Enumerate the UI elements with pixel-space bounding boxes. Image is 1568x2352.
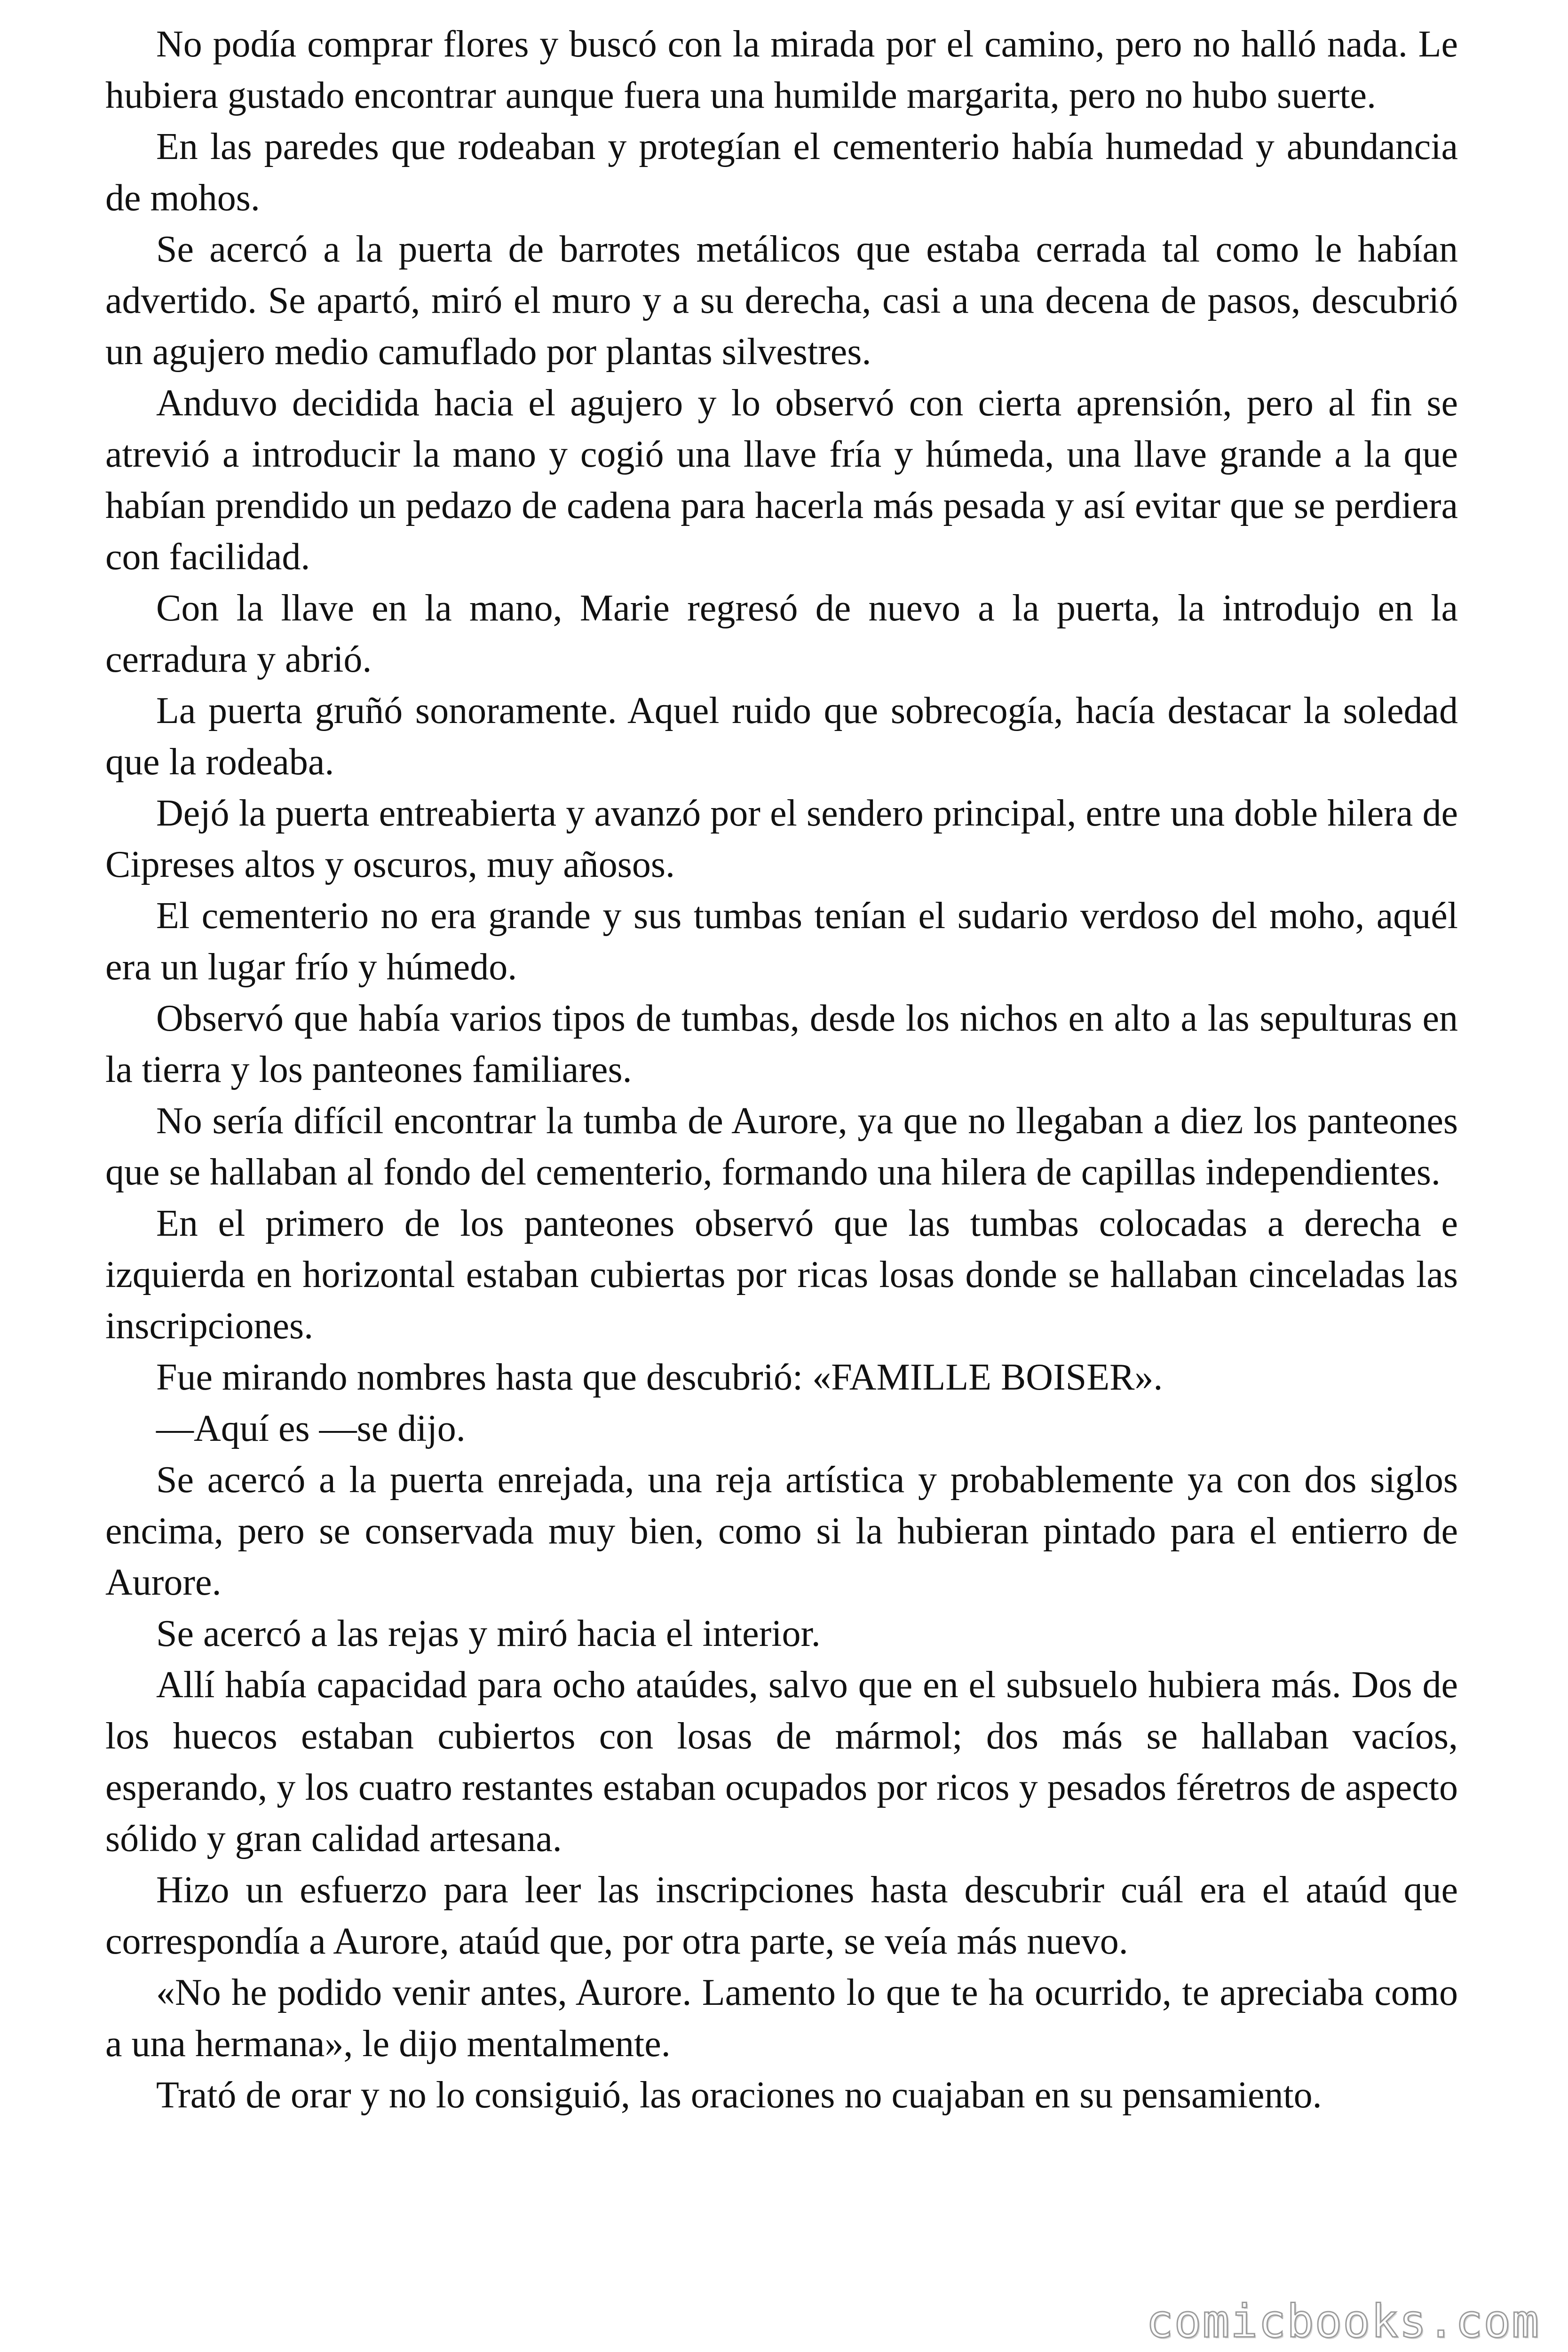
paragraph: Con la llave en la mano, Marie regresó de nuevo a la puerta, la introdujo en la cerradura y abrió. <box>105 588 1458 680</box>
paragraph: Hizo un esfuerzo para leer las inscripciones hasta descubrir cuál era el ataúd que correspondía a Aurore, ataúd que, por otra parte, se veía más nuevo. <box>105 1869 1458 1962</box>
paragraph: Se acercó a la puerta de barrotes metálicos que estaba cerrada tal como le habían advertido. Se apartó, miró el muro y a su derecha, casi a una decena de pasos, descubrió un agujero medio camuflado por plantas silvestres. <box>105 229 1458 373</box>
paragraph: Trató de orar y no lo consiguió, las oraciones no cuajaban en su pensamiento. <box>156 2074 1322 2116</box>
paragraph: Dejó la puerta entreabierta y avanzó por el sendero principal, entre una doble hilera de Cipreses altos y oscuros, muy añosos. <box>105 793 1458 885</box>
paragraph: Se acercó a la puerta enrejada, una reja artística y probablemente ya con dos siglos encima, pero se conservada muy bien, como si la hubieran pintado para el entierro de Aurore. <box>105 1459 1458 1603</box>
paragraph: El cementerio no era grande y sus tumbas tenían el sudario verdoso del moho, aquél era un lugar frío y húmedo. <box>105 895 1458 988</box>
paragraph: No podía comprar flores y buscó con la mirada por el camino, pero no halló nada. Le hubiera gustado encontrar aunque fuera una humilde margarita, pero no hubo suerte. <box>105 24 1458 116</box>
body-text <box>105 19 1458 2121</box>
paragraph: Observó que había varios tipos de tumbas, desde los nichos en alto a las sepulturas en la tierra y los panteones familiares. <box>105 998 1458 1090</box>
paragraph: «No he podido venir antes, Aurore. Lamento lo que te ha ocurrido, te apreciaba como a una hermana», le dijo mentalmente. <box>105 1972 1458 2065</box>
paragraph: En el primero de los panteones observó que las tumbas colocadas a derecha e izquierda en horizontal estaban cubiertas por ricas losas donde se hallaban cinceladas las inscripciones. <box>105 1203 1458 1347</box>
paragraph: —Aquí es —se dijo. <box>156 1408 466 1449</box>
paragraph: Fue mirando nombres hasta que descubrió: «FAMILLE BOISER». <box>156 1357 1163 1398</box>
paragraph: En las paredes que rodeaban y protegían el cementerio había humedad y abundancia de mohos. <box>105 126 1458 219</box>
paragraph: Se acercó a las rejas y miró hacia el interior. <box>156 1613 821 1654</box>
paragraph: Anduvo decidida hacia el agujero y lo observó con cierta aprensión, pero al fin se atrevió a introducir la mano y cogió una llave fría y húmeda, una llave grande a la que habían prendido un pedazo de cadena para hacerla más pesada y así evitar que se perdiera con facilidad. <box>105 382 1458 578</box>
watermark: comicbooks.com <box>1146 2295 1540 2348</box>
paragraph: No sería difícil encontrar la tumba de Aurore, ya que no llegaban a diez los panteones que se hallaban al fondo del cementerio, formando una hilera de capillas independientes. <box>105 1100 1458 1193</box>
paragraph: La puerta gruñó sonoramente. Aquel ruido que sobrecogía, hacía destacar la soledad que la rodeaba. <box>105 690 1458 783</box>
paragraph: Allí había capacidad para ocho ataúdes, salvo que en el subsuelo hubiera más. Dos de los huecos estaban cubiertos con losas de mármol; dos más se hallaban vacíos, esperando, y los cuatro restantes estaban ocupados por ricos y pesados féretros de aspecto sólido y gran calidad artesana. <box>105 1664 1458 1859</box>
